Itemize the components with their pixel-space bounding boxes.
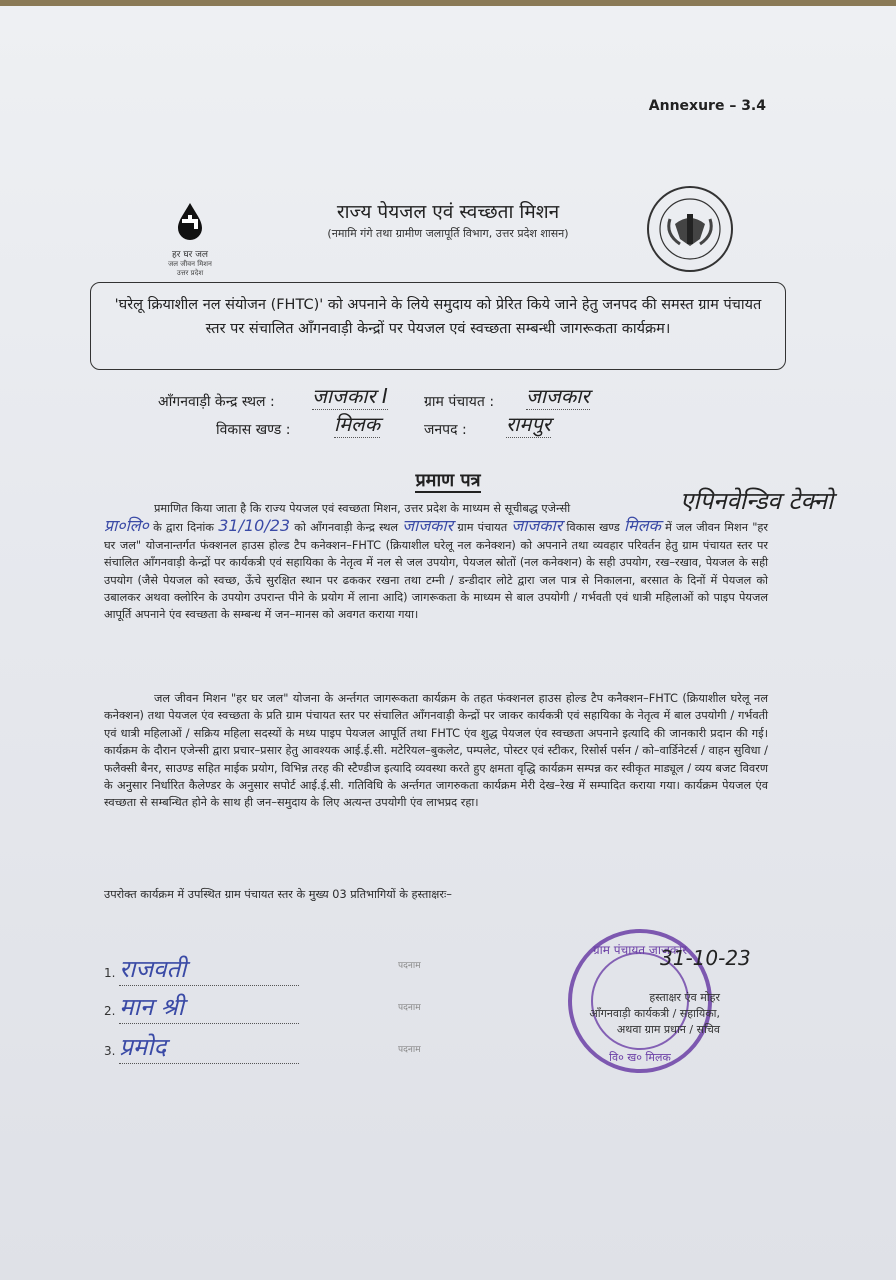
certificate-title: प्रमाण पत्र: [415, 470, 481, 491]
participant-1: [104, 952, 299, 986]
agency-handwritten: एपिनवेन्डिव टेक्नो: [680, 487, 834, 515]
date-handwritten: 31/10/23: [218, 516, 291, 536]
up-government-seal: [645, 184, 735, 274]
p1-text-a: प्रमाणित किया जाता है कि राज्य पेयजल एवं स्वच्छता मिशन, उत्तर प्रदेश के माध्यम से सूचीबद्ध एजेन्सी: [154, 502, 571, 515]
participant-signature: प्रमोद: [119, 1030, 299, 1064]
district-label: जनपद :: [424, 422, 467, 438]
participant-2: [104, 990, 299, 1024]
p1-text-b: के द्वारा दिनांक: [153, 521, 214, 535]
stamp-top-text: ग्राम पंचायत जाजकार: [592, 943, 688, 957]
center-label: आँगनवाड़ी केन्द्र स्थल :: [158, 394, 275, 410]
gram-panchayat-value: जाजकार: [526, 384, 590, 408]
district-value: रामपुर: [506, 412, 551, 436]
block-label: विकास खण्ड :: [216, 422, 291, 438]
annexure-label: Annexure – 3.4: [648, 98, 766, 114]
participant-num: 1.: [104, 966, 116, 980]
participant-num: 2.: [104, 1004, 116, 1018]
block-handwritten: मिलक: [624, 516, 661, 536]
designation-field-3: पदनाम: [398, 1045, 421, 1055]
gram-panchayat-label: ग्राम पंचायत :: [424, 394, 495, 410]
designation-field-1: पदनाम: [398, 961, 421, 971]
participant-signature: राजवती: [119, 952, 299, 986]
mission-subtitle: (नमामि गंगे तथा ग्रामीण जलापूर्ति विभाग, उत्तर प्रदेश शासन): [327, 227, 569, 240]
agency-handwritten-2: प्रा०लि०: [104, 516, 149, 536]
block-value: मिलक: [334, 412, 381, 436]
center-value: जाजकार I: [312, 384, 388, 408]
paragraph-3: उपरोक्त कार्यक्रम में उपस्थित ग्राम पंचायत स्तर के मुख्य 03 प्रतिभागियों के हस्ताक्षरः–: [104, 888, 452, 901]
logo-text-1: हर घर जल: [172, 250, 208, 260]
logo-text-2: जल जीवन मिशन: [168, 260, 212, 268]
program-title-box: 'घरेलू क्रियाशील नल संयोजन (FHTC)' को अपनाने के लिये समुदाय को प्रेरित किये जाने हेतु जनपद की समस्त ग्राम पंचायत स्तर पर संचालित आँगनवाड़ी केन्द्रों पर पेयजल एवं स्वच्छता सम्बन्धी जागरूकता कार्यक्रम।: [90, 282, 786, 370]
p1-text-d: ग्राम पंचायत: [457, 521, 508, 535]
signatory-line-3: अथवा ग्राम प्रधान / सचिव: [616, 1023, 720, 1036]
p1-text-e: विकास खण्ड: [566, 521, 620, 535]
signatory-line-1: हस्ताक्षर एंव मोहर: [649, 991, 720, 1004]
p1-text-f: में जल जीवन मिशन "हर घर जल" योजनान्तर्गत फंक्शनल हाउस होल्ड टैप कनेक्शन–FHTC (क्रियाशील घरेलू नल कनेक्शन) को अपनाने तथा व्यवहार परिवर्तन हेतु ग्राम पंचायत स्तर पर संचालित आँगनवाड़ी केन्द्रों पर कार्यकत्री एवं सहायिका के नेतृत्व में नल से जल उपयोग, पेयजल स्रोतों (नल कनेक्शन) के सही उपयोग, रख–रखाव, पेयजल के सही उपयोग (जैसे पेयजल को स्वच्छ, ऊँचे सुरक्षित स्थान पर ढककर रखना तथा टम्नी / डन्डीदार लोटे द्वारा जल पात्र से निकालना, बरसात के दिनों में पेयजल को उबालकर अथवा क्लोरिन के उपयोग उपरान्त पीने के प्रयोग में लाना आदि) जागरूकता के माध्यम से बाल उपयोगी / गर्भवती एवं धात्री महिलाओं को पाइप पेयजल आपूर्ति अपनाने एंव स्वच्छता के सम्बन्ध में जन–मानस को अवगत कराया गया।: [104, 521, 769, 622]
designation-field-2: पदनाम: [398, 1003, 421, 1013]
participant-num: 3.: [104, 1044, 116, 1058]
gp-handwritten: जाजकार: [511, 516, 563, 536]
participant-3: [104, 1030, 299, 1064]
mission-title: राज्य पेयजल एवं स्वच्छता मिशन: [336, 201, 560, 223]
stamp-bottom-text: वि० ख० मिलक: [609, 1051, 671, 1064]
p2-text: जल जीवन मिशन "हर घर जल" योजना के अर्न्तगत जागरूकता कार्यक्रम के तहत फंक्शनल हाउस होल्ड टैप कनैक्शन–FHTC (क्रियाशील घरेलू नल कनेक्शन) तथा पेयजल एंव स्वच्छता के प्रति ग्राम पंचायत स्तर पर संचालित आँगनवाड़ी केन्द्रों पर जाकर कार्यकत्री एवं सहायिका के नेतृत्व में बाल उपयोगी / गर्भवती एवं धात्री महिलाओं / सक्रिय महिला सदस्यों के मध्य पाइप पेयजल आपूर्ति तथा FHTC एंव शुद्ध पेयजल एंव स्वच्छता अपनाने इत्यादि की जानकारी प्रदान की गई। कार्यक्रम के दौरान एजेन्सी द्वारा प्रचार–प्रसार हेतु आवश्यक आई.ई.सी. मटेरियल–बुकलेट, पम्पलेट, पोस्टर एवं स्टीकर, रिसोर्स पर्सन / को–वार्डिनेटर्स / वाहन सुविधा / फलैक्सी बैनर, साउण्ड सहित माईक प्रयोग, विभिन्न तरह की स्टैण्डीज इत्यादि व्यवस्था करते हुए क्षमता वृद्धि कार्यक्रम सम्पन्न कर स्वीकृत माड्यूल / व्यय बजट विवरण के अनुसार निर्धारित कैलेण्डर के अनुसार सपोर्ट आई.ई.सी. गतिविधि के अर्न्तगत जागरुकता कार्यक्रम मेरी देख–रेख में सम्पादित कराया गया। कार्यक्रम पेयजल एंव स्वच्छता से सम्बन्धित होने के साथ ही जन–समुदाय के लिए अत्यन्त उपयोगी एंव लाभप्रद रहा।: [104, 692, 768, 810]
paragraph-2: [104, 690, 768, 812]
participant-signature: मान श्री: [119, 990, 299, 1024]
document-sheet: [0, 6, 896, 1280]
logo-text-3: उत्तर प्रदेश: [176, 269, 204, 277]
p1-text-c: को आँगनवाड़ी केन्द्र स्थल: [294, 521, 399, 535]
center-handwritten: जाजकार: [402, 516, 454, 536]
signatory-date-handwritten: 31-10-23: [660, 946, 751, 970]
paragraph-1: [104, 500, 768, 624]
signatory-line-2: आँगनवाड़ी कार्यकत्री / सहायिका,: [589, 1007, 720, 1020]
